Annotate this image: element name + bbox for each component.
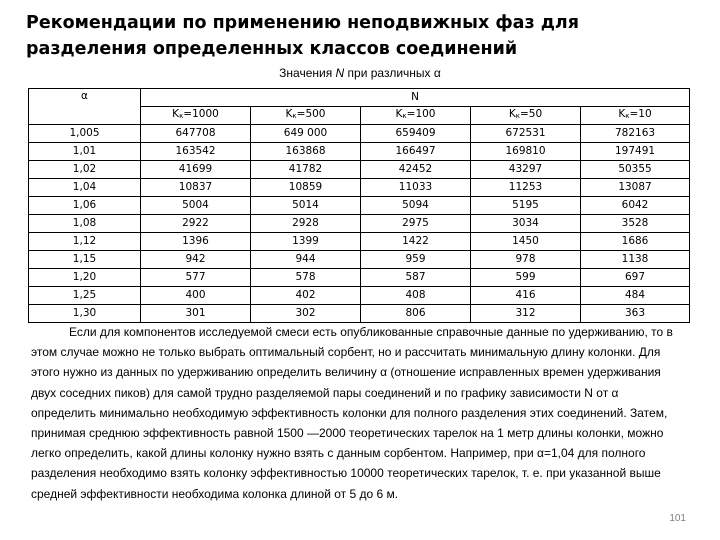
n-value-cell: 1138 (581, 251, 690, 269)
n-value-cell: 416 (471, 287, 581, 305)
k-header-4 (581, 107, 690, 125)
n-value-cell: 11253 (471, 179, 581, 197)
n-value-cell: 978 (471, 251, 581, 269)
table-row (29, 125, 690, 143)
n-value-cell: 301 (141, 305, 251, 323)
table-caption (0, 66, 720, 80)
alpha-header: α (29, 89, 141, 125)
n-value-cell: 647708 (141, 125, 251, 143)
n-value-cell: 5004 (141, 197, 251, 215)
page-number: 101 (669, 513, 686, 524)
body-paragraph (31, 322, 681, 504)
n-value-cell: 41699 (141, 161, 251, 179)
alpha-cell: 1,15 (29, 251, 141, 269)
k-header-value: =500 (296, 108, 326, 120)
n-value-cell: 587 (361, 269, 471, 287)
n-value-cell: 782163 (581, 125, 690, 143)
n-value-cell: 1422 (361, 233, 471, 251)
k-header-subscript: к (402, 112, 407, 120)
k-header-3 (471, 107, 581, 125)
table-row (29, 179, 690, 197)
n-value-cell: 577 (141, 269, 251, 287)
alpha-cell: 1,25 (29, 287, 141, 305)
n-value-cell: 6042 (581, 197, 690, 215)
n-value-cell: 578 (251, 269, 361, 287)
n-value-cell: 649 000 (251, 125, 361, 143)
n-value-cell: 43297 (471, 161, 581, 179)
caption-suffix: при различных α (344, 66, 441, 80)
n-value-cell: 5195 (471, 197, 581, 215)
n-value-cell: 599 (471, 269, 581, 287)
n-value-cell: 672531 (471, 125, 581, 143)
table-row (29, 305, 690, 323)
n-value-cell: 42452 (361, 161, 471, 179)
n-value-cell: 13087 (581, 179, 690, 197)
n-value-cell: 363 (581, 305, 690, 323)
n-value-cell: 408 (361, 287, 471, 305)
caption-variable: N (335, 66, 345, 80)
k-header-1 (251, 107, 361, 125)
alpha-cell: 1,005 (29, 125, 141, 143)
table-body (29, 125, 690, 323)
n-value-cell: 400 (141, 287, 251, 305)
alpha-cell: 1,04 (29, 179, 141, 197)
table-row (29, 143, 690, 161)
n-value-cell: 302 (251, 305, 361, 323)
table-row (29, 215, 690, 233)
n-value-cell: 166497 (361, 143, 471, 161)
table-row (29, 287, 690, 305)
k-header-value: =1000 (183, 108, 219, 120)
table-row (29, 161, 690, 179)
k-header-base: K (508, 108, 516, 120)
n-value-cell: 5014 (251, 197, 361, 215)
n-header: N (141, 89, 690, 107)
table-row (29, 233, 690, 251)
caption-prefix: Значения (279, 66, 336, 80)
k-header-0 (141, 107, 251, 125)
k-header-base: K (172, 108, 180, 120)
n-value-cell: 50355 (581, 161, 690, 179)
n-value-cell: 484 (581, 287, 690, 305)
k-header-subscript: к (625, 112, 630, 120)
n-value-cell: 1399 (251, 233, 361, 251)
alpha-cell: 1,01 (29, 143, 141, 161)
k-header-subscript: к (292, 112, 297, 120)
n-value-cell: 2928 (251, 215, 361, 233)
n-value-cell: 959 (361, 251, 471, 269)
n-value-cell: 41782 (251, 161, 361, 179)
n-value-cell: 944 (251, 251, 361, 269)
k-header-subscript: к (515, 112, 520, 120)
n-value-cell: 197491 (581, 143, 690, 161)
n-values-table (28, 88, 690, 323)
alpha-cell: 1,02 (29, 161, 141, 179)
n-value-cell: 5094 (361, 197, 471, 215)
n-value-cell: 1450 (471, 233, 581, 251)
n-value-cell: 163868 (251, 143, 361, 161)
alpha-cell: 1,20 (29, 269, 141, 287)
k-header-base: K (618, 108, 626, 120)
k-header-value: =10 (629, 108, 652, 120)
n-value-cell: 2922 (141, 215, 251, 233)
n-value-cell: 942 (141, 251, 251, 269)
n-value-cell: 402 (251, 287, 361, 305)
n-value-cell: 11033 (361, 179, 471, 197)
body-text: Если для компонентов исследуемой смеси есть опубликованные справочные данные по удерживанию, то в этом случае можно не только выбрать оптимальный сорбент, но и рассчитать минимальную длину колонки. Для этого нужно из данных по удерживанию определить величину α (отношение исправленных времен удерживания двух соседних пиков) для самой трудно разделяемой пары соединений и по графику зависимости N от α определить минимально необходимую эффективность колонки для полного разделения этих соединений. Затем, принимая среднюю эффективность равной 1500 —2000 теоретических тарелок на 1 метр длины колонки, можно легко определить, какой длины колонку нужно взять с данным сорбентом. Например, при α=1,04 для полного разделения необходимо взять колонку эффективностью 10000 теоретических тарелок, т. е. при указанной выше средней эффективности необходима колонка длиной от 5 до 6 м. (31, 325, 673, 501)
n-value-cell: 806 (361, 305, 471, 323)
alpha-cell: 1,30 (29, 305, 141, 323)
n-value-cell: 659409 (361, 125, 471, 143)
k-header-base: K (395, 108, 403, 120)
n-value-cell: 697 (581, 269, 690, 287)
n-value-cell: 2975 (361, 215, 471, 233)
n-value-cell: 163542 (141, 143, 251, 161)
table-row (29, 197, 690, 215)
table-row (29, 269, 690, 287)
k-header-value: =50 (519, 108, 543, 120)
alpha-cell: 1,08 (29, 215, 141, 233)
n-value-cell: 169810 (471, 143, 581, 161)
n-value-cell: 312 (471, 305, 581, 323)
n-value-cell: 1686 (581, 233, 690, 251)
k-header-2 (361, 107, 471, 125)
n-value-cell: 10859 (251, 179, 361, 197)
alpha-cell: 1,12 (29, 233, 141, 251)
n-value-cell: 10837 (141, 179, 251, 197)
slide-title: Рекомендации по применению неподвижных фаз для разделения определенных классов соединений (26, 13, 579, 59)
table-row (29, 251, 690, 269)
n-value-cell: 3528 (581, 215, 690, 233)
k-header-subscript: к (179, 112, 184, 120)
n-value-cell: 3034 (471, 215, 581, 233)
n-value-cell: 1396 (141, 233, 251, 251)
k-header-base: K (285, 108, 293, 120)
alpha-cell: 1,06 (29, 197, 141, 215)
k-header-value: =100 (406, 108, 436, 120)
